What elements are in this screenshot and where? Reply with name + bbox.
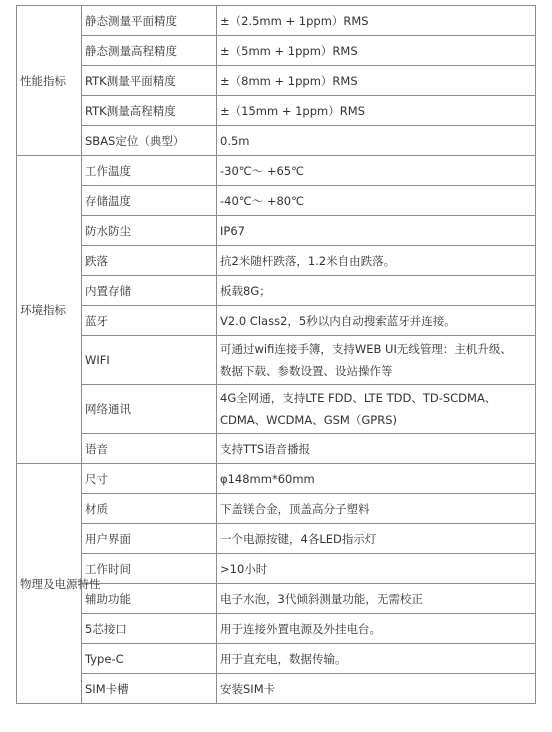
table-row: [17, 306, 536, 336]
table-row: [17, 494, 536, 524]
spec-value: 板载8G；: [217, 276, 536, 306]
spec-value: [217, 385, 536, 434]
spec-value: 0.5m: [217, 126, 536, 156]
spec-table: [16, 5, 536, 704]
spec-value: 下盖镁合金，顶盖高分子塑料: [217, 494, 536, 524]
spec-name: 材质: [82, 494, 217, 524]
table-row: [17, 36, 536, 66]
spec-value: >10小时: [217, 554, 536, 584]
spec-name: 静态测量平面精度: [82, 6, 217, 36]
spec-name: 静态测量高程精度: [82, 36, 217, 66]
spec-value: -40℃～ +80℃: [217, 186, 536, 216]
spec-value-line: 数据下载、参数设置、设站操作等: [220, 364, 393, 378]
table-row: [17, 156, 536, 186]
spec-name: Type-C: [82, 644, 217, 674]
table-row: [17, 674, 536, 704]
spec-name: SIM卡槽: [82, 674, 217, 704]
spec-name: RTK测量高程精度: [82, 96, 217, 126]
table-row: [17, 246, 536, 276]
spec-value: ±（2.5mm + 1ppm）RMS: [217, 6, 536, 36]
spec-name: WIFI: [82, 336, 217, 385]
spec-name: 网络通讯: [82, 385, 217, 434]
spec-name: 工作时间: [82, 554, 217, 584]
spec-value: 用于直充电，数据传输。: [217, 644, 536, 674]
spec-name: SBAS定位（典型）: [82, 126, 217, 156]
spec-value: 电子水泡，3代倾斜测量功能，无需校正: [217, 584, 536, 614]
spec-name: 辅助功能: [82, 584, 217, 614]
spec-value: -30℃～ +65℃: [217, 156, 536, 186]
table-row: [17, 276, 536, 306]
spec-value: ±（8mm + 1ppm）RMS: [217, 66, 536, 96]
table-row: [17, 464, 536, 494]
table-row: [17, 385, 536, 434]
table-row: [17, 644, 536, 674]
spec-value: φ148mm*60mm: [217, 464, 536, 494]
spec-name: 语音: [82, 434, 217, 464]
spec-value: 抗2米随杆跌落，1.2米自由跌落。: [217, 246, 536, 276]
spec-value: 支持TTS语音播报: [217, 434, 536, 464]
spec-value: IP67: [217, 216, 536, 246]
spec-value: 安装SIM卡: [217, 674, 536, 704]
spec-name: 防水防尘: [82, 216, 217, 246]
spec-value: 一个电源按键，4各LED指示灯: [217, 524, 536, 554]
table-row: [17, 66, 536, 96]
spec-name: 工作温度: [82, 156, 217, 186]
table-row: [17, 186, 536, 216]
table-row: [17, 96, 536, 126]
table-row: [17, 336, 536, 385]
category-cell-performance: 性能指标: [17, 6, 82, 156]
table-row: [17, 524, 536, 554]
spec-value-line: 4G全网通，支持LTE FDD、LTE TDD、TD-SCDMA、: [220, 391, 497, 405]
spec-name: 存储温度: [82, 186, 217, 216]
spec-value: 用于连接外置电源及外挂电台。: [217, 614, 536, 644]
table-row: [17, 584, 536, 614]
category-cell-environment: 环境指标: [17, 156, 82, 464]
spec-name: 用户界面: [82, 524, 217, 554]
table-row: [17, 434, 536, 464]
spec-value: ±（5mm + 1ppm）RMS: [217, 36, 536, 66]
spec-value: ±（15mm + 1ppm）RMS: [217, 96, 536, 126]
spec-name: 跌落: [82, 246, 217, 276]
spec-name: 尺寸: [82, 464, 217, 494]
table-row: [17, 6, 536, 36]
spec-value-line: 可通过wifi连接手簿，支持WEB UI无线管理：主机升级、: [220, 342, 512, 356]
spec-table-container: [16, 5, 536, 704]
table-row: [17, 126, 536, 156]
spec-name: 5芯接口: [82, 614, 217, 644]
spec-value: [217, 336, 536, 385]
spec-name: RTK测量平面精度: [82, 66, 217, 96]
table-row: [17, 614, 536, 644]
spec-name: 内置存储: [82, 276, 217, 306]
spec-value: V2.0 Class2，5秒以内自动搜索蓝牙并连接。: [217, 306, 536, 336]
table-row: [17, 216, 536, 246]
spec-value-line: CDMA、WCDMA、GSM（GPRS): [220, 413, 397, 427]
category-cell-physical: 物理及电源特性: [17, 464, 82, 704]
spec-name: 蓝牙: [82, 306, 217, 336]
